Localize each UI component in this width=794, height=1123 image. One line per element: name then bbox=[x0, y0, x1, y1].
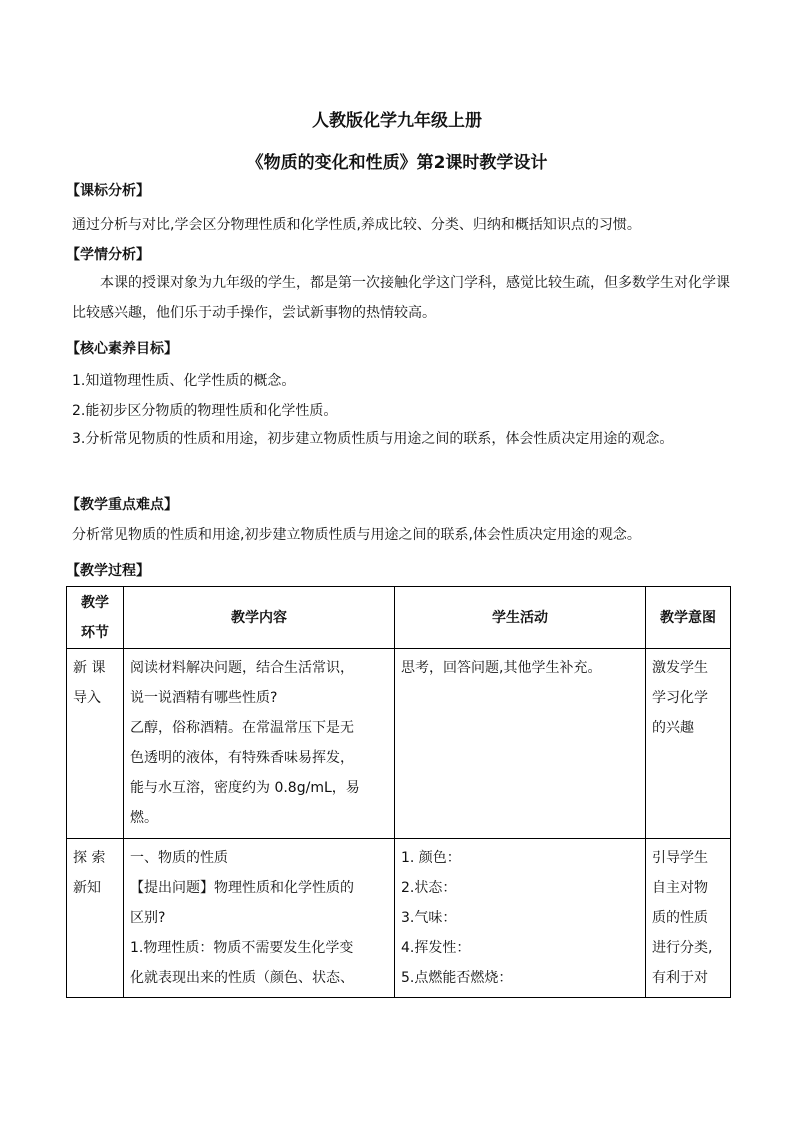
row-1-activity: 思考，回答问题,其他学生补充。 bbox=[395, 649, 646, 839]
heading-core-goals: 【核心素养目标】 bbox=[66, 341, 178, 357]
document-title: 人教版化学九年级上册 bbox=[312, 111, 482, 131]
goal-item-1: 1.知道物理性质、化学性质的概念。 bbox=[72, 373, 296, 389]
heading-learner-analysis: 【学情分析】 bbox=[66, 247, 150, 263]
goal-item-3: 3.分析常见物质的性质和用途，初步建立物质性质与用途之间的联系，体会性质决定用途的观念。 bbox=[72, 431, 674, 447]
table-header-row bbox=[67, 587, 731, 649]
row-2-stage: 探 索 新知 bbox=[67, 839, 124, 998]
header-intent: 教学意图 bbox=[646, 587, 731, 649]
heading-key-points: 【教学重点难点】 bbox=[66, 497, 178, 513]
key-points-text: 分析常见物质的性质和用途,初步建立物质性质与用途之间的联系,体会性质决定用途的观念。 bbox=[72, 527, 641, 543]
header-stage: 教学 环节 bbox=[67, 587, 124, 649]
header-content: 教学内容 bbox=[124, 587, 395, 649]
row-1-intent: 激发学生 学习化学 的兴趣 bbox=[646, 649, 731, 839]
heading-teaching-process: 【教学过程】 bbox=[66, 563, 150, 579]
row-1-stage: 新 课 导入 bbox=[67, 649, 124, 839]
header-activity: 学生活动 bbox=[395, 587, 646, 649]
heading-standard-analysis: 【课标分析】 bbox=[66, 183, 150, 199]
row-1-content: 阅读材料解决问题，结合生活常识， 说一说酒精有哪些性质? 乙醇，俗称酒精。在常温常压下是无 色透明的液体，有特殊香味易挥发， 能与水互溶，密度约为 0.8g/mL，易 燃。 bbox=[124, 649, 395, 839]
table-row bbox=[67, 649, 731, 839]
table-row bbox=[67, 839, 731, 998]
learner-analysis-text: 本课的授课对象为九年级的学生，都是第一次接触化学这门学科，感觉比较生疏，但多数学生对化学课比较感兴趣，他们乐于动手操作，尝试新事物的热情较高。 bbox=[72, 275, 730, 321]
row-2-content: 一、物质的性质 【提出问题】物理性质和化学性质的 区别? 1.物理性质：物质不需要发生化学变 化就表现出来的性质（颜色、状态、 bbox=[124, 839, 395, 998]
goal-item-2: 2.能初步区分物质的物理性质和化学性质。 bbox=[72, 403, 338, 419]
standard-analysis-text: 通过分析与对比,学会区分物理性质和化学性质,养成比较、分类、归纳和概括知识点的习惯。 bbox=[72, 217, 641, 233]
row-2-intent: 引导学生 自主对物 质的性质 进行分类, 有利于对 bbox=[646, 839, 731, 998]
teaching-process-table bbox=[66, 586, 731, 998]
document-subtitle: 《物质的变化和性质》第2课时教学设计 bbox=[246, 153, 548, 173]
row-2-activity: 1. 颜色： 2.状态： 3.气味： 4.挥发性： 5.点燃能否燃烧： bbox=[395, 839, 646, 998]
